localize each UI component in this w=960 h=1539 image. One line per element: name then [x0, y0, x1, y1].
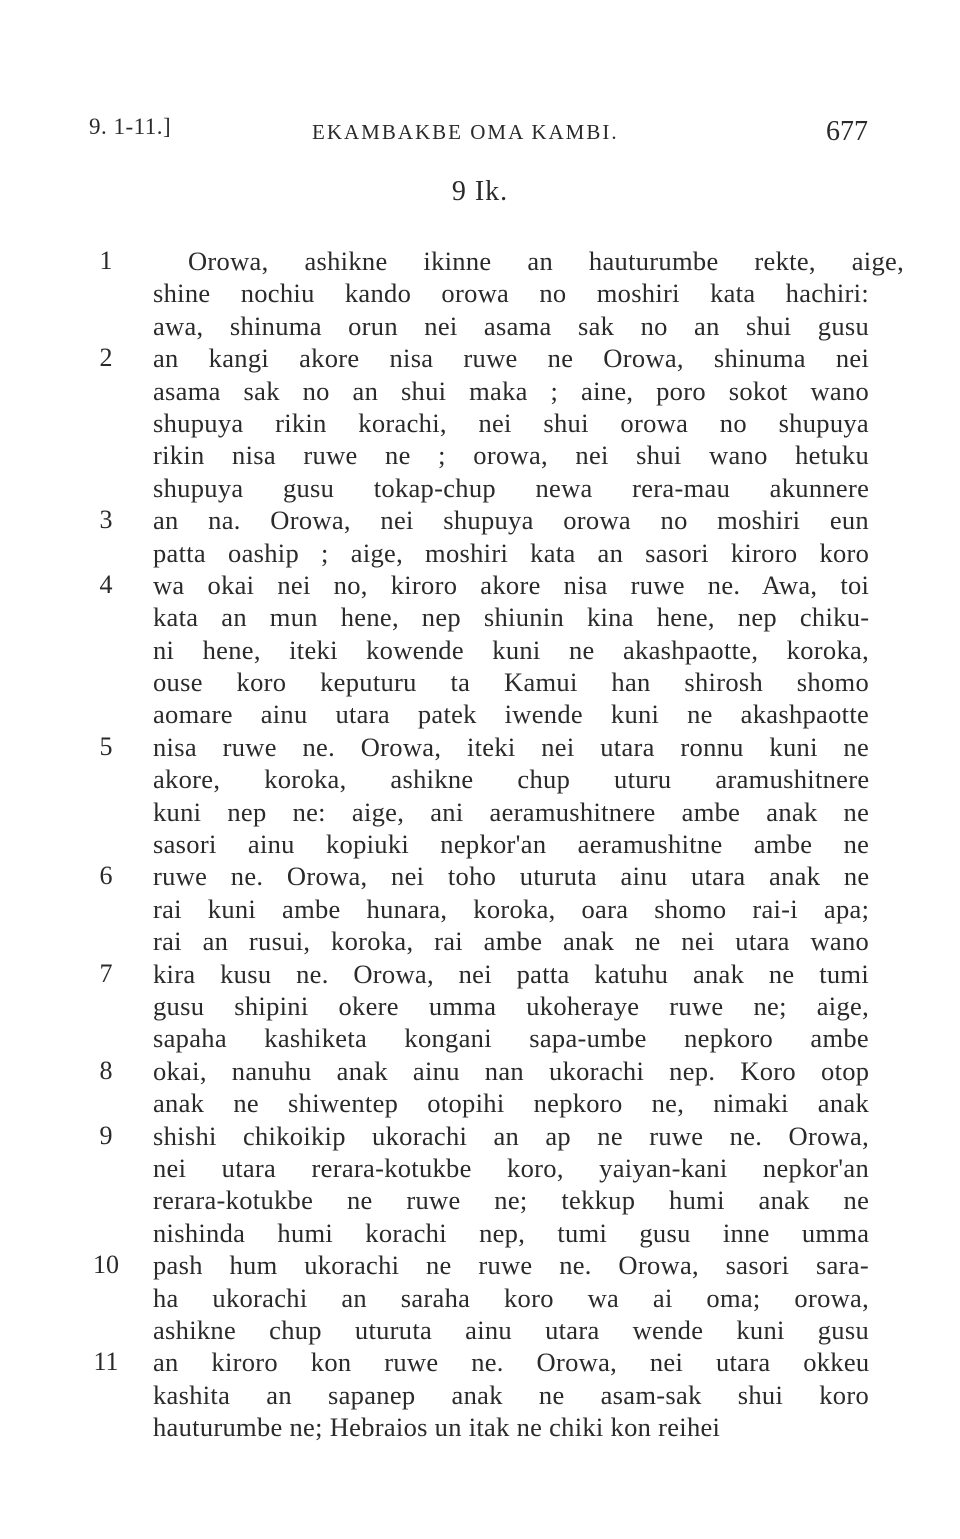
- line-text: rai an rusui, koroka, rai ambe anak ne nei utara wano: [153, 926, 870, 957]
- text-line: [0, 1184, 960, 1216]
- line-text: gusu shipini okere umma ukoheraye ruwe ne; aige,: [153, 990, 869, 1021]
- line-text: ni hene, iteki kowende kuni ne akashpaotte, koroka,: [153, 634, 869, 665]
- text-line: [0, 634, 960, 666]
- text-line: [0, 1249, 960, 1281]
- text-line: [0, 763, 960, 795]
- text-line: [0, 1314, 960, 1346]
- text-line: [0, 958, 960, 990]
- text-line: [0, 439, 960, 471]
- text-line: [0, 1055, 960, 1087]
- line-text: kata an mun hene, nep shiunin kina hene, nep chiku-: [153, 602, 870, 633]
- line-text: anak ne shiwentep otopihi nepkoro ne, nimaki anak: [153, 1088, 869, 1119]
- text-line: [0, 666, 960, 698]
- line-text: shupuya gusu tokap-chup newa rera-mau akunnere: [153, 472, 870, 503]
- verse-number: 4: [99, 569, 113, 599]
- line-text: ashikne chup uturuta ainu utara wende kuni gusu: [153, 1314, 869, 1345]
- chapter-heading: 9 Ik.: [451, 176, 509, 207]
- line-text: patta oaship ; aige, moshiri kata an sasori kiroro koro: [153, 537, 870, 568]
- line-text: wa okai nei no, kiroro akore nisa ruwe ne. Awa, toi: [153, 569, 870, 600]
- text-line: [0, 860, 960, 892]
- line-text: ruwe ne. Orowa, nei toho uturuta ainu utara anak ne: [153, 861, 870, 892]
- text-line: [0, 731, 960, 763]
- line-text: sapaha kashiketa kongani sapa-umbe nepkoro ambe: [153, 1023, 869, 1054]
- text-line: [0, 537, 960, 569]
- line-text: an kangi akore nisa ruwe ne Orowa, shinuma nei: [153, 343, 870, 374]
- text-line: [0, 893, 960, 925]
- line-text: shine nochiu kando orowa no moshiri kata hachiri:: [153, 278, 869, 309]
- text-line: [0, 310, 960, 342]
- line-text: awa, shinuma orun nei asama sak no an shui gusu: [153, 310, 870, 341]
- line-text: aomare ainu utara patek iwende kuni ne akashpaotte: [153, 699, 870, 730]
- verse-number: 5: [99, 731, 113, 761]
- verse-number: 9: [99, 1120, 113, 1150]
- body-text: [0, 245, 960, 1443]
- line-text: pash hum ukorachi ne ruwe ne. Orowa, sasori sara-: [153, 1250, 869, 1281]
- text-line: [0, 1217, 960, 1249]
- text-line: [0, 828, 960, 860]
- text-line: [0, 601, 960, 633]
- verse-number: 2: [99, 343, 113, 373]
- chapter-verse-reference: 9. 1-11.]: [89, 114, 172, 139]
- text-line: [0, 1411, 960, 1443]
- line-text: kashita an sapanep anak ne asam-sak shui koro: [153, 1379, 869, 1410]
- page-number: 677: [826, 116, 868, 147]
- text-line: [0, 569, 960, 601]
- line-text: shupuya rikin korachi, nei shui orowa no shupuya: [153, 407, 869, 438]
- line-text: kuni nep ne: aige, ani aeramushitnere ambe anak ne: [153, 796, 870, 827]
- running-title: EKAMBAKBE OMA KAMBI.: [312, 120, 619, 144]
- line-text: kira kusu ne. Orowa, nei patta katuhu anak ne tumi: [153, 958, 869, 989]
- line-text: an kiroro kon ruwe ne. Orowa, nei utara okkeu: [153, 1347, 870, 1378]
- text-line: [0, 1282, 960, 1314]
- line-text: shishi chikoikip ukorachi an ap ne ruwe ne. Orowa,: [153, 1120, 870, 1151]
- line-text: hauturumbe ne; Hebraios un itak ne chiki kon reihei: [153, 1412, 721, 1443]
- line-text: akore, koroka, ashikne chup uturu aramushitnere: [153, 764, 870, 795]
- line-text: nisa ruwe ne. Orowa, iteki nei utara ronnu kuni ne: [153, 731, 870, 762]
- verse-number: 7: [99, 958, 113, 988]
- text-line: [0, 342, 960, 374]
- text-line: [0, 925, 960, 957]
- line-text: nei utara rerara-kotukbe koro, yaiyan-kani nepkor'an: [153, 1152, 869, 1183]
- text-line: [0, 1022, 960, 1054]
- text-line: [0, 407, 960, 439]
- verse-number: 10: [93, 1250, 119, 1280]
- line-text: rikin nisa ruwe ne ; orowa, nei shui wano hetuku: [153, 440, 870, 471]
- text-line: [0, 375, 960, 407]
- verse-number: 11: [93, 1347, 119, 1377]
- line-text: Orowa, ashikne ikinne an hauturumbe rekte, aige,: [188, 246, 905, 276]
- verse-number: 3: [99, 505, 113, 535]
- text-line: [0, 472, 960, 504]
- text-line: [0, 1152, 960, 1184]
- text-line: [0, 698, 960, 730]
- text-line: [0, 1346, 960, 1378]
- verse-number: 8: [99, 1055, 113, 1085]
- line-text: rerara-kotukbe ne ruwe ne; tekkup humi anak ne: [153, 1185, 870, 1216]
- text-line: [0, 1379, 960, 1411]
- text-line: [0, 1087, 960, 1119]
- line-text: an na. Orowa, nei shupuya orowa no moshiri eun: [153, 505, 869, 536]
- line-text: okai, nanuhu anak ainu nan ukorachi nep. Koro otop: [153, 1055, 870, 1086]
- running-head: [0, 114, 960, 154]
- line-text: ha ukorachi an saraha koro wa ai oma; orowa,: [153, 1282, 870, 1313]
- line-text: asama sak no an shui maka ; aine, poro sokot wano: [153, 375, 870, 406]
- line-text: nishinda humi korachi nep, tumi gusu inne umma: [153, 1217, 870, 1248]
- line-text: rai kuni ambe hunara, koroka, oara shomo rai-i apa;: [153, 893, 870, 924]
- text-line: [0, 504, 960, 536]
- text-line: [0, 277, 960, 309]
- text-line: [0, 796, 960, 828]
- line-text: sasori ainu kopiuki nepkor'an aeramushitne ambe ne: [153, 829, 870, 860]
- line-text: ouse koro keputuru ta Kamui han shirosh shomo: [153, 667, 869, 698]
- text-line: [0, 990, 960, 1022]
- text-line: [0, 1120, 960, 1152]
- text-line: [0, 245, 960, 277]
- verse-number: 6: [99, 861, 113, 891]
- verse-number: 1: [99, 246, 113, 275]
